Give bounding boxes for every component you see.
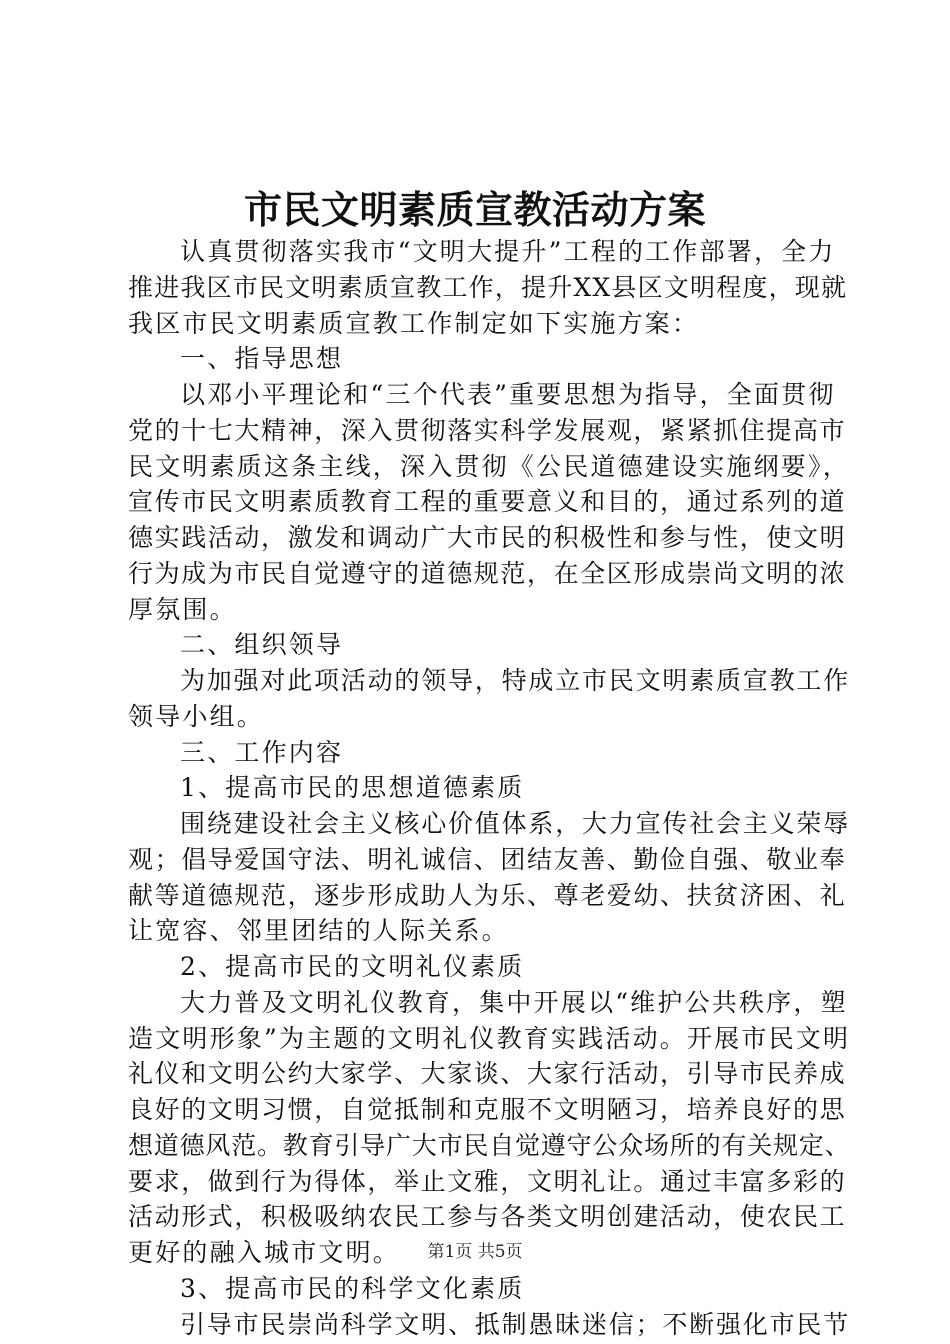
text-line: 民文明素质这条主线，深入贯彻《公民道德建设实施纲要》，	[128, 451, 850, 481]
text-line: 三、工作内容	[180, 737, 344, 767]
text-line: 2、提高市民的文明礼仪素质	[180, 952, 525, 981]
text-line: 领导小组。	[128, 701, 265, 731]
page-title: 市民文明素质宣教活动方案	[243, 187, 706, 232]
text-line: 良好的文明习惯，自觉抵制和克服不文明陋习，培养良好的思	[128, 1095, 847, 1124]
text-line: 厚氛围。	[128, 594, 237, 624]
text-line: 观；倡导爱国守法、明礼诚信、团结友善、勤俭自强、敬业奉	[128, 844, 847, 874]
text-line: 引导市民崇尚科学文明、抵制愚昧迷信；不断强化市民节	[180, 1309, 851, 1339]
text-line: 让宽容、邻里团结的人际关系。	[128, 916, 509, 946]
text-line: 我区市民文明素质宣教工作制定如下实施方案：	[128, 308, 700, 338]
text-line: 德实践活动，激发和调动广大市民的积极性和参与性，使文明	[128, 523, 847, 552]
page-footer: 第1页 共5页	[427, 1242, 523, 1262]
text-line: 一、指导思想	[180, 344, 344, 374]
text-line: 1、提高市民的思想道德素质	[180, 773, 525, 803]
text-line: 围绕建设社会主义核心价值体系，大力宣传社会主义荣辱	[180, 809, 851, 838]
text-line: 更好的融入城市文明。	[128, 1238, 401, 1267]
text-line: 献等道德规范，逐步形成助人为乐、尊老爱幼、扶贫济困、礼	[128, 880, 847, 910]
text-line: 大力普及文明礼仪教育，集中开展以“维护公共秩序，塑	[180, 987, 848, 1017]
document-body	[128, 234, 850, 1342]
text-line: 宣传市民文明素质教育工程的重要意义和目的，通过系列的道	[128, 487, 847, 517]
text-line: 为加强对此项活动的领导，特成立市民文明素质宣教工作	[180, 666, 851, 695]
text-line: 活动形式，积极吸纳农民工参与各类文明创建活动，使农民工	[128, 1202, 847, 1232]
text-line: 二、组织领导	[180, 630, 344, 660]
text-line: 3、提高市民的科学文化素质	[180, 1273, 525, 1303]
text-line: 要求，做到行为得体，举止文雅，文明礼让。通过丰富多彩的	[128, 1166, 847, 1196]
text-line: 礼仪和文明公约大家学、大家谈、大家行活动，引导市民养成	[128, 1059, 847, 1089]
text-line: 以邓小平理论和“三个代表”重要思想为指导，全面贯彻	[180, 380, 836, 409]
text-line: 想道德风范。教育引导广大市民自觉遵守公众场所的有关规定、	[128, 1130, 851, 1160]
text-line: 造文明形象”为主题的文明礼仪教育实践活动。开展市民文明	[128, 1023, 851, 1053]
text-line: 行为成为市民自觉遵守的道德规范，在全区形成崇尚文明的浓	[128, 558, 847, 588]
text-line: 认真贯彻落实我市“文明大提升”工程的工作部署，全力	[180, 237, 836, 266]
text-line: 推进我区市民文明素质宣教工作，提升XX县区文明程度，现就	[128, 272, 848, 302]
text-line: 党的十七大精神，深入贯彻落实科学发展观，紧紧抓住提高市	[128, 415, 847, 445]
